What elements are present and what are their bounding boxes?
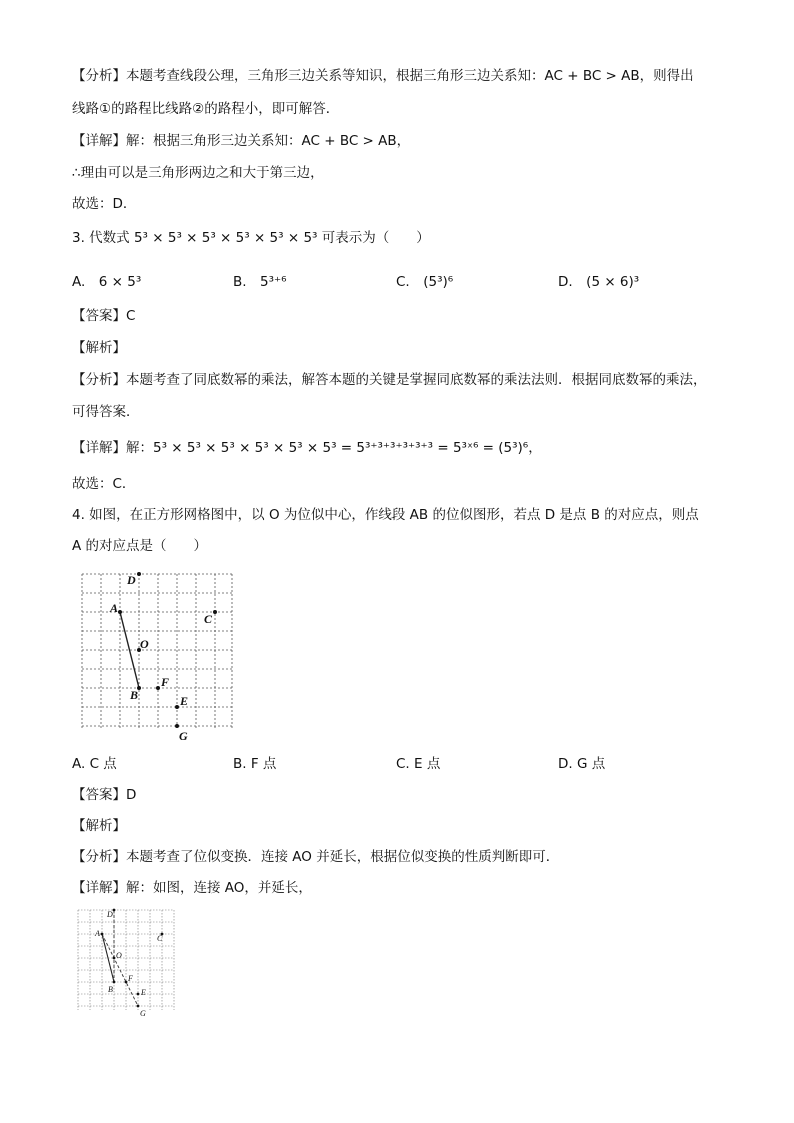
label-c: C bbox=[204, 612, 213, 626]
point-a bbox=[118, 610, 122, 614]
question-3: 3. 代数式 5³ × 5³ × 5³ × 5³ × 5³ × 5³ 可表示为（ ） bbox=[72, 230, 430, 246]
label-o: O bbox=[140, 637, 149, 651]
sol-label-o: O bbox=[116, 951, 122, 960]
q3-option-d: D. (5 × 6)³ bbox=[558, 274, 640, 290]
question-4-line-2: A 的对应点是（ ） bbox=[72, 538, 208, 554]
q3-choose: 故选：C． bbox=[72, 476, 136, 492]
question-4-line-1: 4. 如图，在正方形网格图中，以 O 为位似中心，作线段 AB 的位似图形，若点 D 是点 B 的对应点，则点 bbox=[72, 507, 699, 523]
q3-analysis-line-1: 【分析】本题考查了同底数幂的乘法，解答本题的关键是掌握同底数幂的乘法法则．根据同底数幂的乘法， bbox=[72, 372, 707, 388]
sol-label-g: G bbox=[140, 1009, 146, 1018]
q3-option-c: C. (5³)⁶ bbox=[396, 274, 454, 290]
q4-option-c: C. E 点 bbox=[396, 756, 441, 772]
q3-analysis-line-2: 可得答案． bbox=[72, 404, 140, 420]
q4-jiexi: 【解析】 bbox=[72, 818, 126, 834]
q4-answer: 【答案】D bbox=[72, 787, 137, 803]
q3-jiexi: 【解析】 bbox=[72, 340, 126, 356]
label-e: E bbox=[180, 694, 189, 708]
analysis-line-2: 线路①的路程比线路②的路程小，即可解答． bbox=[72, 101, 340, 117]
detail-line-1: 【详解】解：根据三角形三边关系知：AC + BC > AB， bbox=[72, 133, 411, 149]
label-f: F bbox=[161, 675, 170, 689]
sol-label-b: B bbox=[108, 985, 113, 994]
q4-solution-figure bbox=[74, 906, 180, 1020]
q3-option-b: B. 5³⁺⁶ bbox=[233, 274, 287, 290]
sol-label-e: E bbox=[141, 988, 146, 997]
q4-analysis: 【分析】本题考查了位似变换．连接 AO 并延长，根据位似变换的性质判断即可． bbox=[72, 849, 560, 865]
q4-detail: 【详解】解：如图，连接 AO，并延长， bbox=[72, 880, 312, 896]
point-f bbox=[156, 686, 160, 690]
q4-grid-figure bbox=[76, 566, 244, 746]
sol-label-c: C bbox=[157, 934, 163, 943]
point-d bbox=[137, 572, 141, 576]
q3-option-a: A. 6 × 5³ bbox=[72, 274, 142, 290]
point-c bbox=[213, 610, 217, 614]
q4-option-a: A. C 点 bbox=[72, 756, 117, 772]
q4-option-d: D. G 点 bbox=[558, 756, 606, 772]
q4-option-b: B. F 点 bbox=[233, 756, 277, 772]
point-g bbox=[175, 724, 179, 728]
analysis-line-1: 【分析】本题考查线段公理，三角形三边关系等知识，根据三角形三边关系知：AC + BC > AB，则得出 bbox=[72, 68, 694, 84]
reason-line: ∴理由可以是三角形两边之和大于第三边， bbox=[72, 165, 324, 181]
choose-line-1: 故选：D． bbox=[72, 196, 137, 212]
q3-answer: 【答案】C bbox=[72, 308, 136, 324]
label-a: A bbox=[110, 601, 119, 615]
label-b: B bbox=[130, 688, 139, 702]
q3-detail: 【详解】解：5³ × 5³ × 5³ × 5³ × 5³ × 5³ = 5³⁺³⁺³⁺³⁺³⁺³ = 5³ˣ⁶ = (5³)⁶， bbox=[72, 440, 542, 456]
label-d: D bbox=[127, 573, 136, 587]
sol-label-d: D bbox=[107, 910, 113, 919]
label-g: G bbox=[179, 729, 188, 743]
sol-label-a: A bbox=[95, 929, 100, 938]
sol-label-f: F bbox=[128, 974, 133, 983]
point-e bbox=[175, 705, 179, 709]
